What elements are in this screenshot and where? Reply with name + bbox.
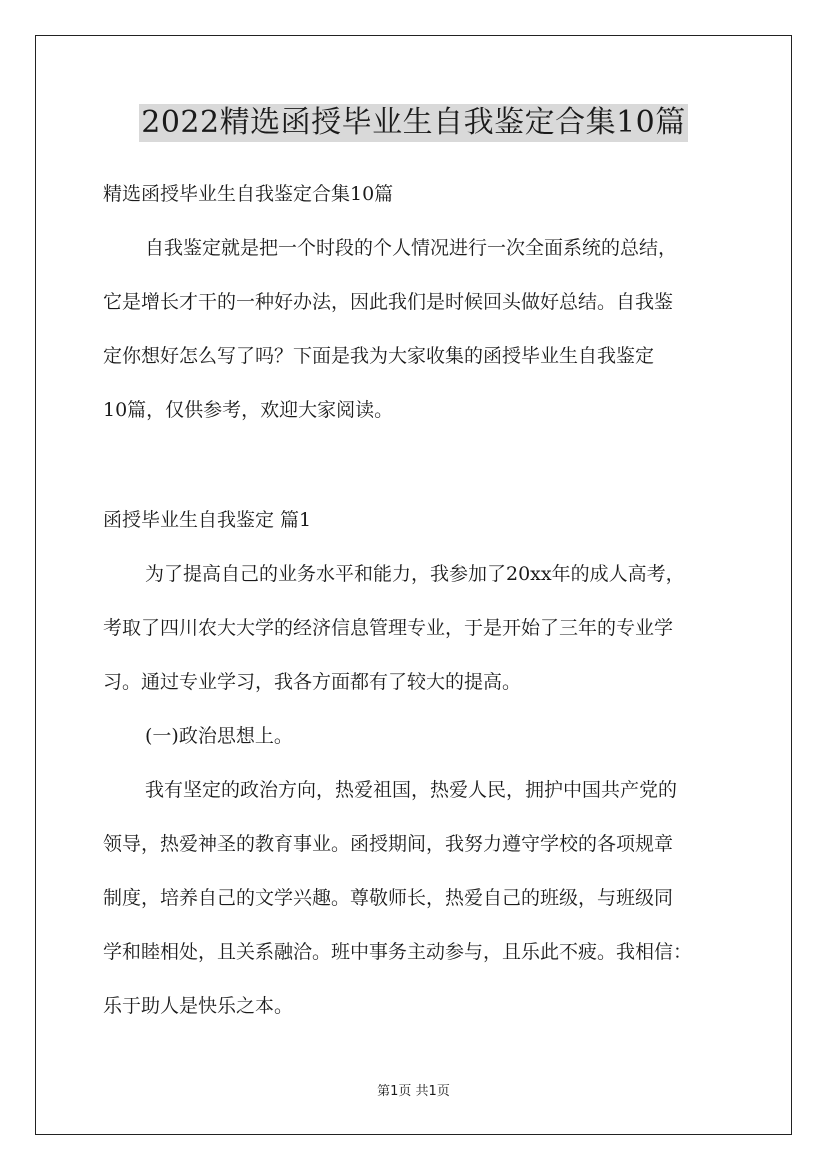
intro-line-2: 它是增长才干的一种好办法，因此我们是时候回头做好总结。自我鉴 [103, 291, 674, 313]
section-line-3: 习。通过专业学习，我各方面都有了较大的提高。 [103, 671, 522, 693]
section-line-8: 学和睦相处，且关系融洽。班中事务主动参与，且乐此不疲。我相信： [103, 941, 693, 963]
intro-line-1: 自我鉴定就是把一个时段的个人情况进行一次全面系统的总结， [145, 237, 678, 259]
section-line-6: 领导，热爱神圣的教育事业。函授期间，我努力遵守学校的各项规章 [103, 833, 674, 855]
section-line-5: 我有坚定的政治方向，热爱祖国，热爱人民，拥护中国共产党的 [145, 779, 678, 801]
intro-line-4: 10篇，仅供参考，欢迎大家阅读。 [103, 399, 394, 421]
title-container [0, 104, 827, 142]
section-subheading: (一)政治思想上。 [145, 725, 293, 747]
page-footer: 第1页 共1页 [377, 1084, 450, 1099]
intro-line-3: 定你想好怎么写了吗？下面是我为大家收集的函授毕业生自我鉴定 [103, 345, 655, 367]
subtitle: 精选函授毕业生自我鉴定合集10篇 [103, 183, 394, 205]
section-line-9: 乐于助人是快乐之本。 [103, 995, 294, 1017]
document-title: 2022精选函授毕业生自我鉴定合集10篇 [141, 105, 686, 140]
section-line-7: 制度，培养自己的文学兴趣。尊敬师长，热爱自己的班级，与班级同 [103, 887, 674, 909]
section-heading: 函授毕业生自我鉴定 篇1 [103, 509, 312, 531]
section-line-2: 考取了四川农大大学的经济信息管理专业，于是开始了三年的专业学 [103, 617, 674, 639]
section-line-1: 为了提高自己的业务水平和能力，我参加了20xx年的成人高考， [145, 563, 685, 585]
